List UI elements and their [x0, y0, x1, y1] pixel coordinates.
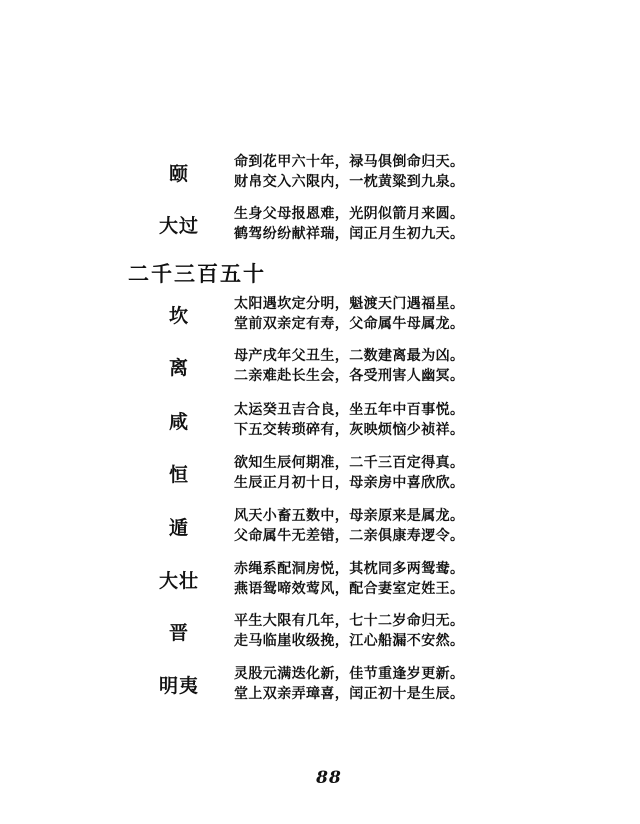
entry-xian: [0, 400, 640, 444]
entry-mingyi: [0, 664, 640, 708]
verse: [234, 152, 464, 192]
hexagram-label: 明夷: [158, 675, 199, 697]
verse: [234, 204, 464, 244]
verse-line-1: 平生大限有几年，七十二岁命归无。: [234, 613, 465, 629]
hexagram-label: 遁: [168, 517, 189, 539]
entry-daguo: [0, 204, 640, 248]
entry-heng: [0, 453, 640, 497]
verse-line-2: 生辰正月初十日，母亲房中喜欣欣。: [234, 475, 465, 491]
verse-line-1: 太阳遇坎定分明，魁渡天门遇福星。: [234, 296, 465, 312]
verse: [234, 559, 464, 599]
verse-line-1: 赤绳系配洞房悦，其枕同多两鸳鸯。: [234, 561, 465, 577]
verse: [234, 664, 464, 704]
verse-line-1: 命到花甲六十年，禄马俱倒命归天。: [234, 154, 465, 170]
entry-dun: [0, 506, 640, 550]
hexagram-label: 恒: [168, 464, 189, 486]
verse-line-2: 下五交转琐碎有，灰映烦恼少祯祥。: [234, 422, 465, 438]
hexagram-label: 颐: [168, 163, 189, 185]
entry-jin: [0, 611, 640, 655]
entry-kan: [0, 294, 640, 338]
hexagram-label: 大过: [158, 215, 199, 237]
verse-line-2: 堂上双亲弄璋喜，闰正初十是生辰。: [234, 686, 465, 702]
hexagram-label: 坎: [168, 305, 189, 327]
verse-line-2: 二亲难赴长生会，各受刑害人幽冥。: [234, 368, 465, 384]
hexagram-label: 晋: [168, 622, 189, 644]
verse-line-2: 燕语鸳啼效莺风，配合妻室定姓王。: [234, 581, 465, 597]
verse-line-1: 太运癸丑吉合良，坐五年中百事悦。: [234, 402, 465, 418]
verse: [234, 611, 464, 651]
verse-line-2: 走马临崖收级挽，江心船漏不安然。: [234, 633, 465, 649]
verse-line-1: 生身父母报恩难，光阴似箭月来圆。: [234, 206, 465, 222]
hexagram-label: 离: [168, 357, 189, 379]
entry-li: [0, 346, 640, 390]
section-heading: 二千三百五十: [128, 261, 266, 286]
entry-yi: [0, 152, 640, 196]
verse-line-1: 风天小畜五数中，母亲原来是属龙。: [234, 508, 465, 524]
verse-line-1: 母产戌年父丑生，二数建离最为凶。: [234, 348, 465, 364]
verse: [234, 294, 464, 334]
verse: [234, 346, 464, 386]
verse: [234, 400, 464, 440]
page-number: 88: [316, 768, 342, 788]
verse-line-2: 财帛交入六限内，一枕黄粱到九泉。: [234, 174, 465, 190]
verse: [234, 506, 464, 546]
verse-line-1: 欲知生辰何期准，二千三百定得真。: [234, 455, 465, 471]
verse: [234, 453, 464, 493]
verse-line-2: 鹤驾纷纷献祥瑞，闰正月生初九天。: [234, 226, 465, 242]
verse-line-2: 堂前双亲定有寿，父命属牛母属龙。: [234, 316, 465, 332]
verse-line-1: 灵股元满迭化新，佳节重逢岁更新。: [234, 666, 465, 682]
verse-line-2: 父命属牛无差错，二亲俱康寿逻令。: [234, 528, 465, 544]
hexagram-label: 大壮: [158, 570, 199, 592]
hexagram-label: 咸: [168, 411, 189, 433]
entry-dazhuang: [0, 559, 640, 603]
